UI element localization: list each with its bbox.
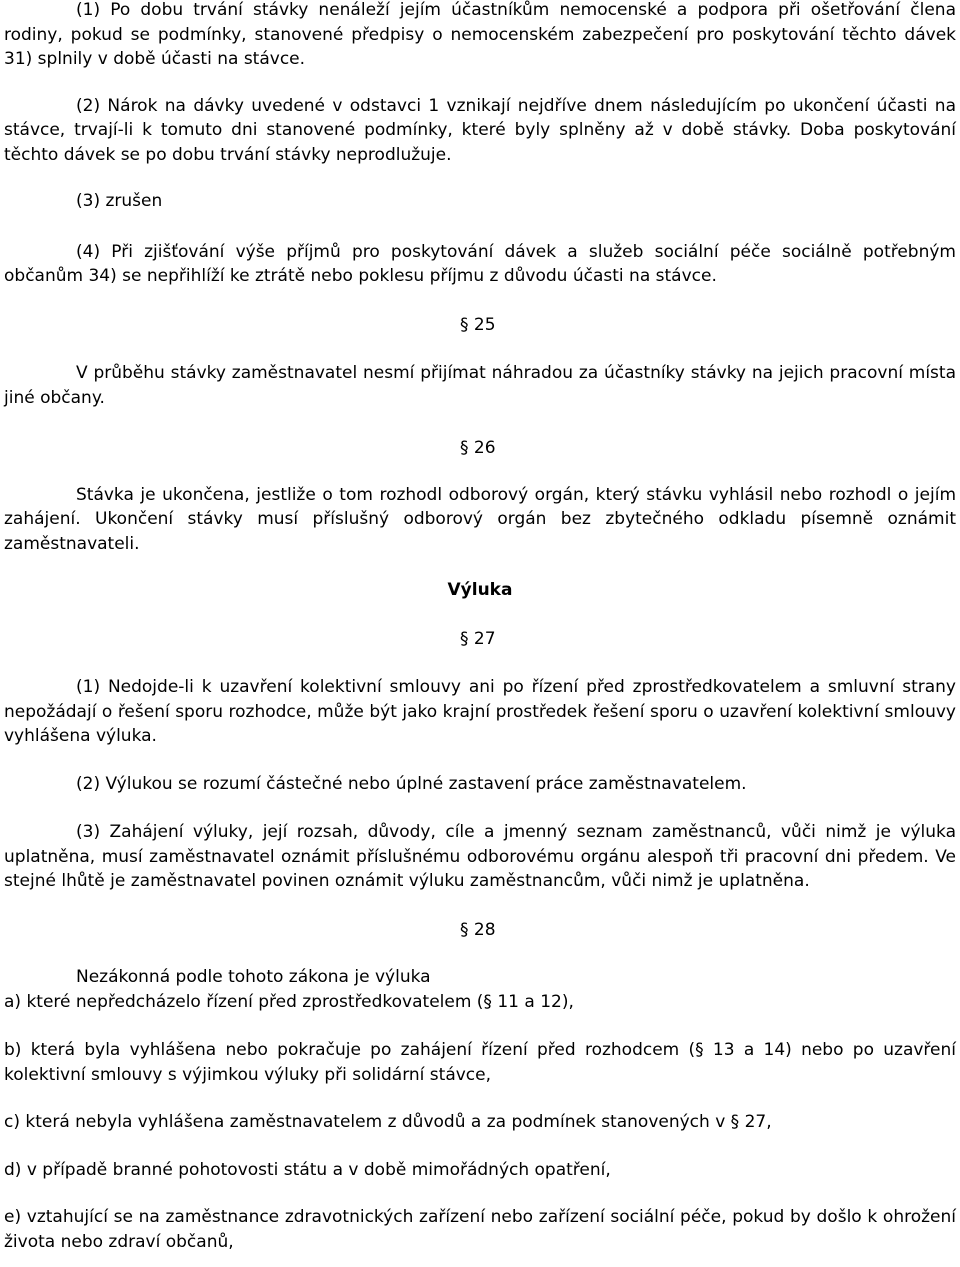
section-28-intro: Nezákonná podle tohoto zákona je výluka bbox=[76, 967, 431, 987]
paragraph-4: (4) Při zjišťování výše příjmů pro poskytování dávek a služeb sociální péče sociálně potřebným občanům 34) se nepřihlíží ke ztrátě nebo poklesu příjmu z důvodu účasti na stávce. bbox=[4, 241, 956, 286]
paragraph-3: (3) zrušen bbox=[76, 191, 163, 211]
section-27-paragraph-2: (2) Výlukou se rozumí částečné nebo úplné zastavení práce zaměstnavatelem. bbox=[76, 773, 747, 794]
section-26-text: Stávka je ukončena, jestliže o tom rozhodl odborový orgán, který stávku vyhlásil nebo rozhodl o jejím zahájení. Ukončení stávky musí příslušný odborový orgán bez zbytečného odkladu písemně oznámit zaměstnavateli. bbox=[4, 484, 956, 554]
list-item-c: c) která nebyla vyhlášena zaměstnavatelem z důvodů a za podmínek stanovených v § 27, bbox=[4, 1112, 772, 1132]
section-heading-28: § 28 bbox=[460, 919, 496, 940]
section-heading-25: § 25 bbox=[460, 314, 496, 335]
section-27-paragraph-1: (1) Nedojde-li k uzavření kolektivní smlouvy ani po řízení před zprostředkovatelem a smluvní strany nepožádají o řešení sporu rozhodce, může být jako krajní prostředek řešení sporu o uzavření kolektivní smlouvy vyhlášena výluka. bbox=[4, 677, 956, 746]
list-item-a: a) které nepředcházelo řízení před zprostředkovatelem (§ 11 a 12), bbox=[4, 991, 574, 1012]
paragraph-1: (1) Po dobu trvání stávky nenáleží jejím účastníkům nemocenské a podpora při ošetřování člena rodiny, pokud se podmínky, stanovené předpisy o nemocenském zabezpečení pro poskytování těchto dávek 31) splnily v době účasti na stávce. bbox=[4, 0, 956, 69]
section-heading-27: § 27 bbox=[460, 628, 496, 649]
paragraph-2: (2) Nárok na dávky uvedené v odstavci 1 vznikají nejdříve dnem následujícím po ukončení účasti na stávce, trvají-li k tomuto dni stanovené podmínky, které byly splněny až v době stávky. Doba poskytování těchto dávek se po dobu trvání stávky neprodlužuje. bbox=[4, 95, 956, 165]
section-heading-26: § 26 bbox=[460, 438, 496, 458]
list-item-d: d) v případě branné pohotovosti státu a v době mimořádných opatření, bbox=[4, 1159, 611, 1180]
list-item-e: e) vztahující se na zaměstnance zdravotnických zařízení nebo zařízení sociální péče, pokud by došlo k ohrožení života nebo zdraví občanů, bbox=[4, 1207, 956, 1252]
list-item-b: b) která byla vyhlášena nebo pokračuje po zahájení řízení před rozhodcem (§ 13 a 14) nebo po uzavření kolektivní smlouvy s výjimkou výluky při solidární stávce, bbox=[4, 1040, 956, 1085]
section-27-paragraph-3: (3) Zahájení výluky, její rozsah, důvody, cíle a jmenný seznam zaměstnanců, vůči nimž je výluka uplatněna, musí zaměstnavatel oznámit příslušnému odborovému orgánu alespoň tři pracovní dni předem. Ve stejné lhůtě je zaměstnavatel povinen oznámit výluku zaměstnancům, vůči nimž je uplatněna. bbox=[4, 822, 956, 891]
section-25-text: V průběhu stávky zaměstnavatel nesmí přijímat náhradou za účastníky stávky na jejich pracovní místa jiné občany. bbox=[4, 363, 956, 408]
part-title: Výluka bbox=[447, 580, 513, 600]
